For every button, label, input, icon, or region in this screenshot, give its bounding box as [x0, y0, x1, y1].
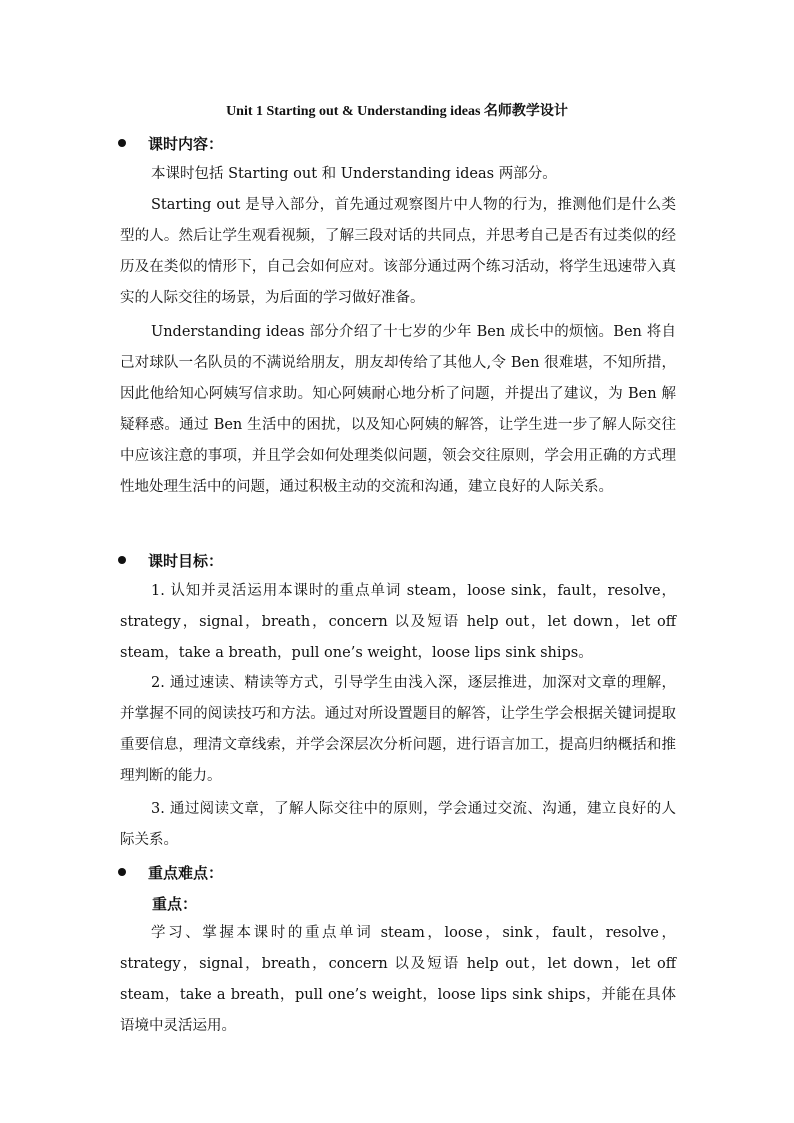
section-heading-content	[118, 133, 223, 154]
goal-item-1: 1. 认知并灵活运用本课时的重点单词 steam，loose sink，fault，resolve，strategy，signal，breath，concern 以及短语 help out，let down，let off steam，take a breath，pull one’s weight，loose lips sink ships。	[120, 583, 676, 661]
section-heading-text: 课时目标：	[148, 552, 224, 570]
bullet-icon	[118, 556, 126, 564]
subheading-key-points: 重点：	[152, 895, 198, 913]
content-paragraph-2: Starting out 是导入部分，首先通过观察图片中人物的行为，推测他们是什么类型的人。然后让学生观看视频，了解三段对话的共同点，并思考自己是否有过类似的经历及在类似的情形下，自己会如何应对。该部分通过两个练习活动，将学生迅速带入真实的人际交往的场景，为后面的学习做好准备。	[120, 197, 676, 306]
page-title: Unit 1 Starting out & Understanding ideas 名师教学设计	[226, 104, 568, 119]
section-heading-difficulties	[118, 862, 223, 883]
section-heading-text: 课时内容：	[148, 135, 224, 153]
section-heading-text: 重点难点：	[148, 864, 224, 882]
goal-item-3: 3. 通过阅读文章，了解人际交往中的原则，学会通过交流、沟通，建立良好的人际关系。	[120, 801, 676, 848]
content-paragraph-3: Understanding ideas 部分介绍了十七岁的少年 Ben 成长中的烦恼。Ben 将自己对球队一名队员的不满说给朋友，朋友却传给了其他人,令 Ben 很难堪，不知所措，因此他给知心阿姨写信求助。知心阿姨耐心地分析了问题，并提出了建议，为 Ben 解疑释惑。通过 Ben 生活中的困扰，以及知心阿姨的解答，让学生进一步了解人际交往中应该注意的事项，并且学会如何处理类似问题，领会交往原则，学会用正确的方式理性地处理生活中的问题，通过积极主动的交流和沟通，建立良好的人际关系。	[120, 324, 676, 495]
content-paragraph-1: 本课时包括 Starting out 和 Understanding ideas 两部分。	[151, 166, 557, 182]
bullet-icon	[118, 139, 126, 147]
section-heading-goals	[118, 550, 223, 571]
bullet-icon	[118, 868, 126, 876]
difficulties-paragraph-1: 学习、掌握本课时的重点单词 steam，loose，sink，fault，resolve，strategy，signal，breath，concern 以及短语 help out，let down，let off steam，take a breath，pull one’s weight，loose lips sink ships，并能在具体语境中灵活运用。	[120, 925, 676, 1034]
goal-item-2: 2. 通过速读、精读等方式，引导学生由浅入深，逐层推进，加深对文章的理解，并掌握不同的阅读技巧和方法。通过对所设置题目的解答，让学生学会根据关键词提取重要信息，理清文章线索，并学会深层次分析问题，进行语言加工，提高归纳概括和推理判断的能力。	[120, 675, 676, 784]
